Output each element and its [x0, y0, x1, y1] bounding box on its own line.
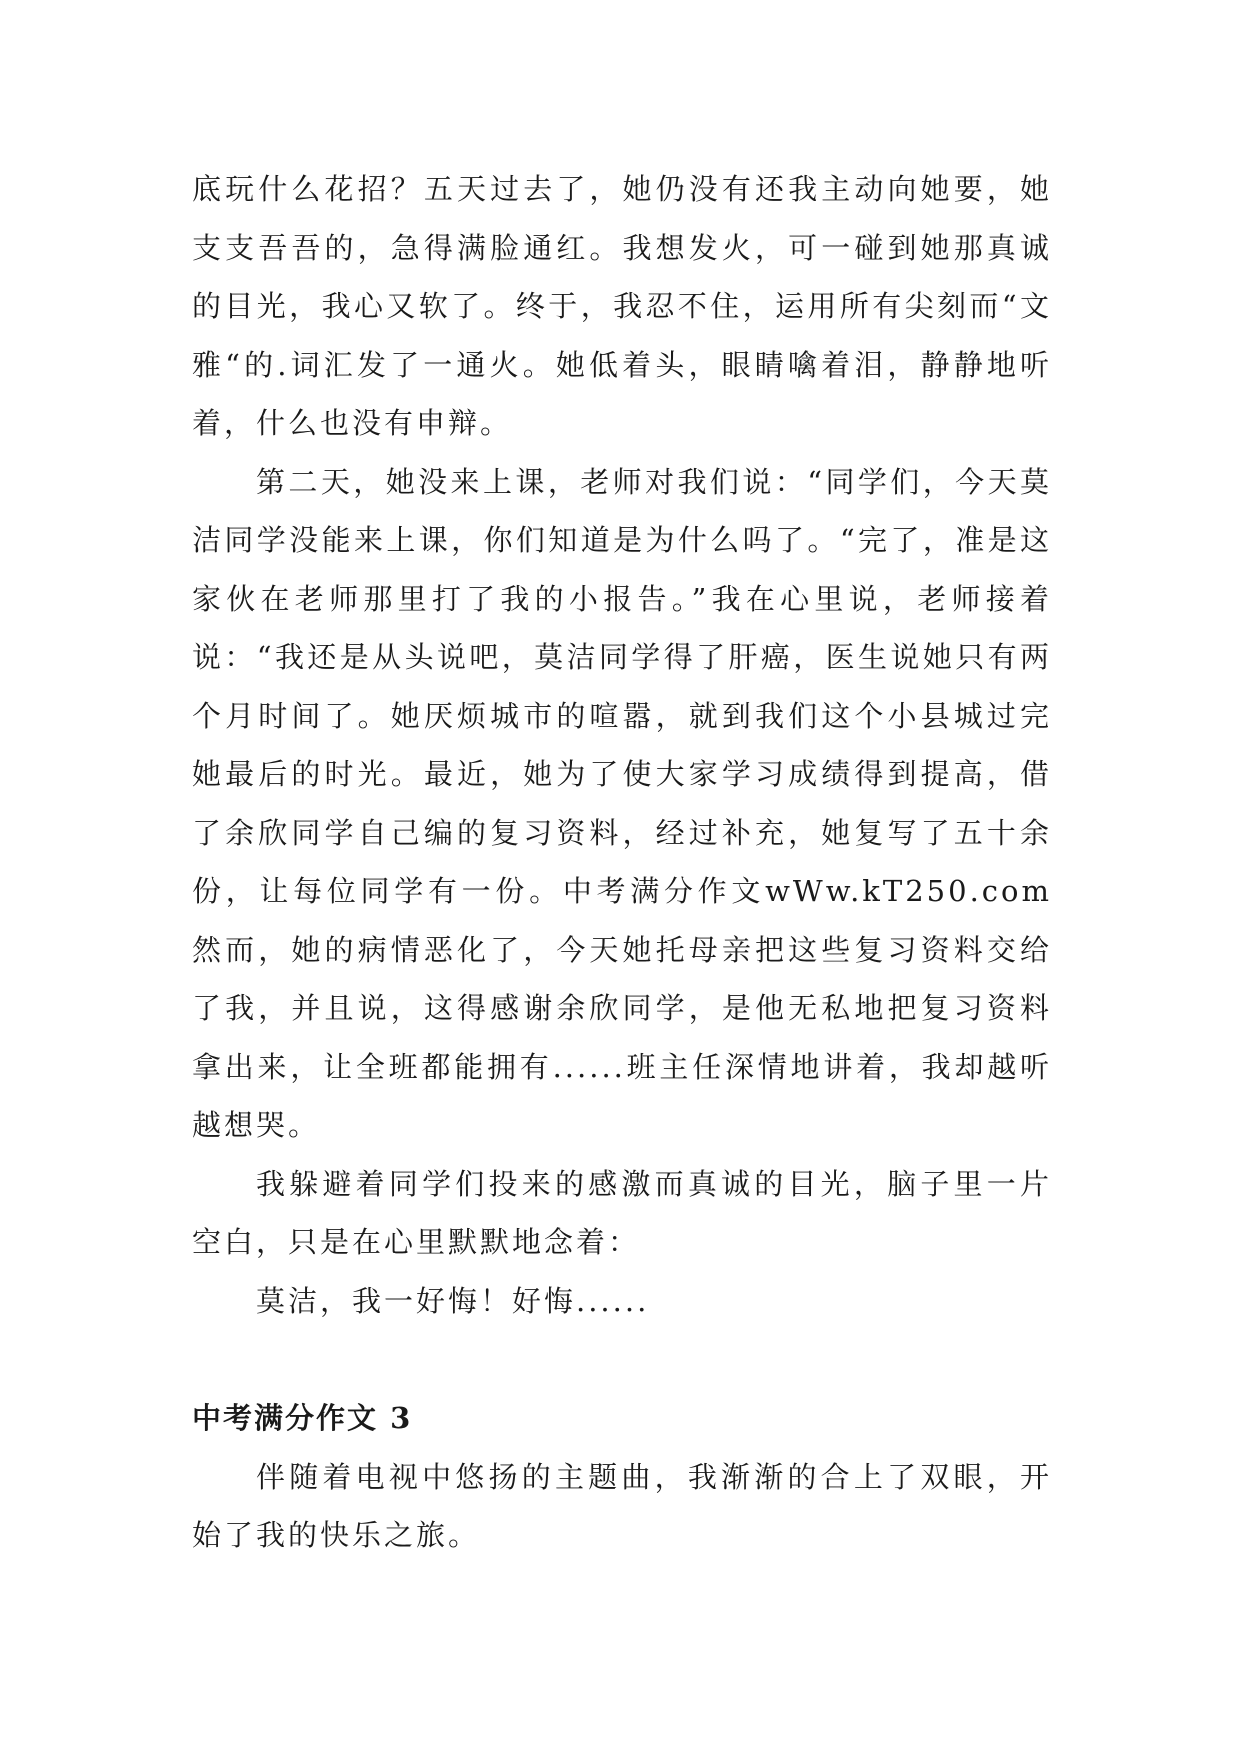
section-heading: 中考满分作文 3	[192, 1401, 413, 1435]
paragraph: 伴随着电视中悠扬的主题曲，我渐渐的合上了双眼，开始了我的快乐之旅。	[192, 1459, 1052, 1552]
paragraph: 我躲避着同学们投来的感激而真诚的目光，脑子里一片空白，只是在心里默默地念着：	[192, 1166, 1052, 1259]
section-spacer	[192, 1330, 1052, 1389]
paragraph: 莫洁，我一好悔！好悔......	[256, 1283, 650, 1318]
document-body	[192, 160, 1052, 1565]
paragraph: 底玩什么花招？五天过去了，她仍没有还我主动向她要，她支支吾吾的，急得满脸通红。我想发火，可一碰到她那真诚的目光，我心又软了。终于，我忍不住，运用所有尖刻而“文雅“的.词汇发了一通火。她低着头，眼睛噙着泪，静静地听着，什么也没有申辩。	[192, 172, 1052, 440]
paragraph: 第二天，她没来上课，老师对我们说：“同学们，今天莫洁同学没能来上课，你们知道是为什么吗了。“完了，准是这家伙在老师那里打了我的小报告。”我在心里说，老师接着说：“我还是从头说吧，莫洁同学得了肝癌，医生说她只有两个月时间了。她厌烦城市的喧嚣，就到我们这个小县城过完她最后的时光。最近，她为了使大家学习成绩得到提高，借了余欣同学自己编的复习资料，经过补充，她复写了五十余份，让每位同学有一份。中考满分作文wWw.kT250.com 然而，她的病情恶化了，今天她托母亲把这些复习资料交给了我，并且说，这得感谢余欣同学，是他无私地把复习资料拿出来，让全班都能拥有......班主任深情地讲着，我却越听越想哭。	[192, 464, 1052, 1142]
